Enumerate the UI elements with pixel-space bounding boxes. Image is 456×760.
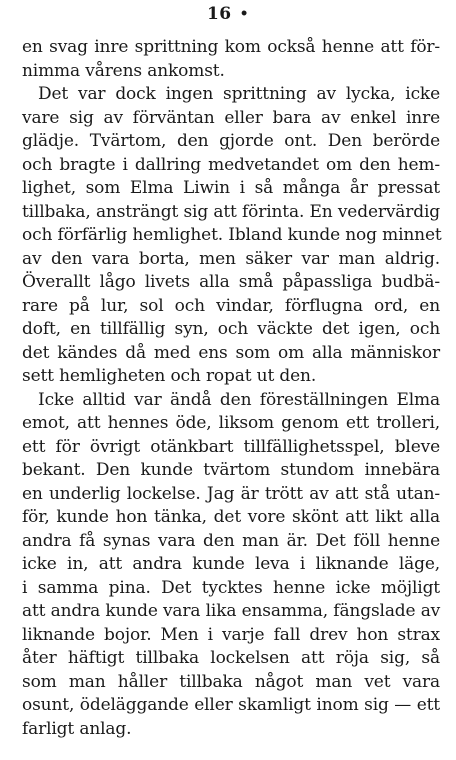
page-number: 16 bbox=[206, 4, 232, 24]
text-line: icke in, att andra kunde leva i liknande läge, bbox=[22, 554, 440, 574]
text-line: lighet, som Elma Liwin i så många år pressat bbox=[22, 178, 440, 198]
text-line: av den vara borta, men säker var man aldrig. bbox=[22, 248, 440, 269]
text-line: en underlig lockelse. Jag är trött av att stå utan- bbox=[22, 483, 440, 504]
text-line: glädje. Tvärtom, den gjorde ont. Den berörde bbox=[22, 131, 440, 151]
text-line: för, kunde hon tänka, det vore skönt att likt alla bbox=[22, 507, 440, 527]
text-line: vare sig av förväntan eller bara av enkel inre bbox=[22, 107, 440, 128]
text-line: ett för övrigt otänkbart tillfällighetsspel, bleve bbox=[22, 436, 440, 457]
page-number-separator: • bbox=[239, 6, 250, 22]
text-line: andra få synas vara den man är. Det föll henne bbox=[22, 530, 440, 551]
text-line: och bragte i dallring medvetandet om den hem- bbox=[22, 154, 440, 175]
body-text bbox=[22, 36, 440, 741]
text-line: doft, en tillfällig syn, och väckte det igen, och bbox=[22, 319, 440, 339]
text-line: Icke alltid var ändå den föreställningen Elma bbox=[38, 389, 440, 410]
text-line: liknande bojor. Men i varje fall drev hon strax bbox=[22, 624, 440, 645]
text-line: åter häftigt tillbaka lockelsen att röja sig, så bbox=[22, 648, 440, 668]
text-line: sett hemligheten och ropat ut den. bbox=[22, 366, 317, 386]
text-line: rare på lur, sol och vindar, förflugna ord, en bbox=[22, 295, 440, 316]
text-line: det kändes då med ens som om alla människor bbox=[22, 342, 440, 363]
text-line: som man håller tillbaka något man vet vara bbox=[22, 671, 440, 692]
text-line: osunt, ödeläggande eller skamligt inom sig — ett bbox=[22, 695, 440, 715]
text-line: tillbaka, ansträngt sig att förinta. En vedervärdig bbox=[22, 201, 440, 222]
text-line: i samma pina. Det tycktes henne icke möjligt bbox=[22, 577, 440, 598]
text-line: farligt anlag. bbox=[22, 718, 132, 739]
text-line: nimma vårens ankomst. bbox=[22, 60, 225, 81]
page-header bbox=[0, 4, 456, 24]
text-line: Överallt lågo livets alla små påpassliga budbä- bbox=[22, 272, 440, 292]
text-line: bekant. Den kunde tvärtom stundom innebära bbox=[22, 460, 440, 480]
text-line: Det var dock ingen sprittning av lycka, icke bbox=[38, 84, 440, 104]
text-line: en svag inre sprittning kom också henne att för- bbox=[22, 37, 440, 57]
text-line: och förfärlig hemlighet. Ibland kunde nog minnet bbox=[22, 225, 442, 245]
text-line: emot, att hennes öde, liksom genom ett trolleri, bbox=[22, 413, 440, 433]
text-line: att andra kunde vara lika ensamma, fängslade av bbox=[22, 601, 441, 621]
